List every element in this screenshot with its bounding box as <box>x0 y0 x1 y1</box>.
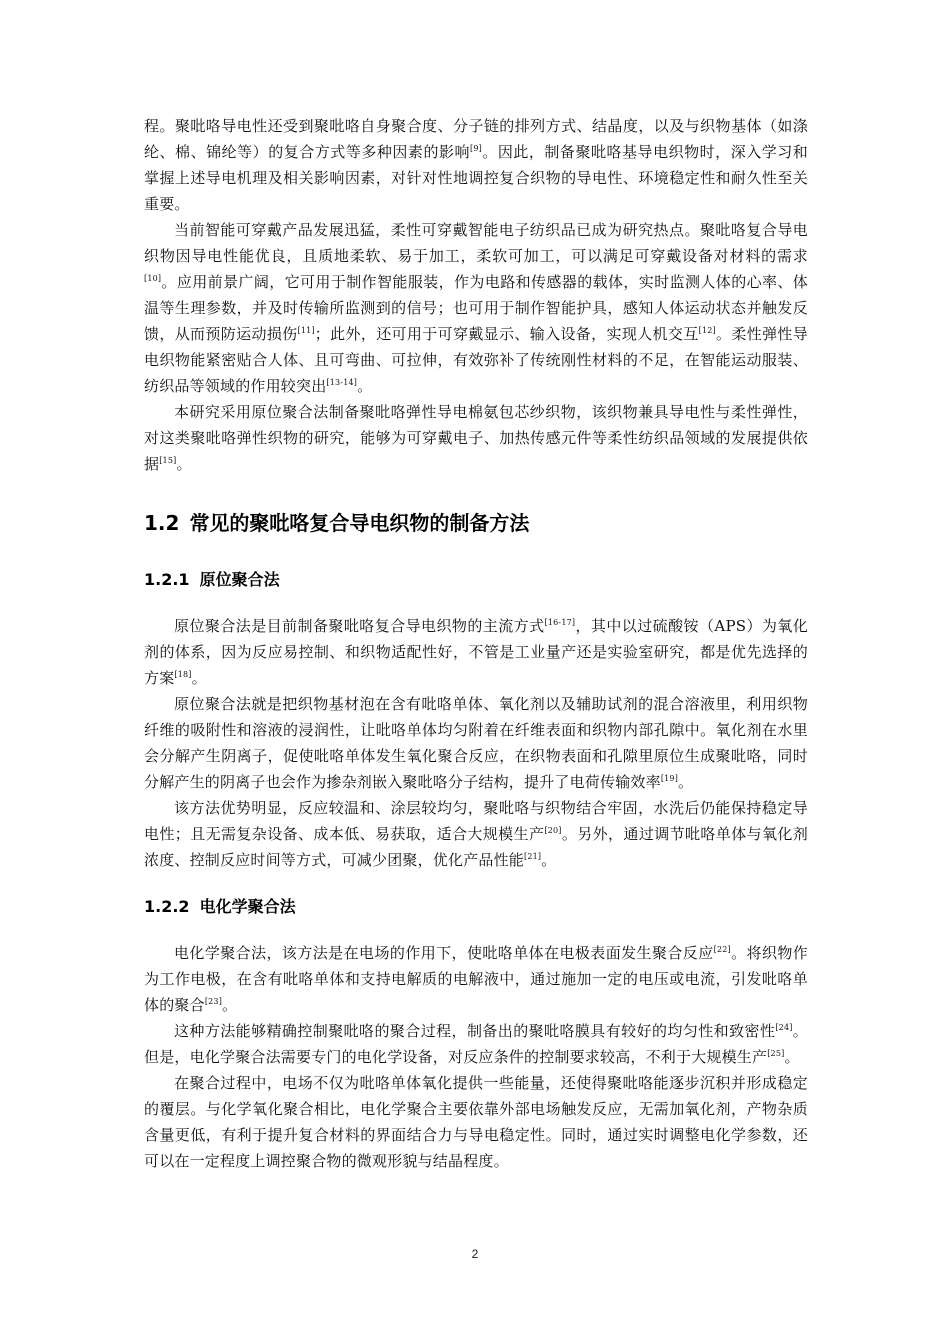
text-run: 。 <box>678 773 694 791</box>
section-number: 1.2.1 <box>144 570 190 589</box>
citation: [16-17] <box>544 618 576 627</box>
text-run: ，其中以过硫酸铵（APS）为氧化剂的体系，因为反应易控制、和织物适配性好，不管是工业量产还是实验室研究，都是优先选择的方案 <box>144 617 808 687</box>
paragraph-8 <box>144 1018 808 1070</box>
paragraph-1 <box>144 113 808 217</box>
text-run: 本研究采用原位聚合法制备聚吡咯弹性导电棉氨包芯纱织物，该织物兼具导电性与柔性弹性，对这类聚吡咯弹性织物的研究，能够为可穿戴电子、加热传感元件等柔性纺织品领域的发展提供依据 <box>144 403 808 473</box>
text-run: 。柔性弹性导电织物能紧密贴合人体、且可弯曲、可拉伸，有效弥补了传统刚性材料的不足，在智能运动服装、纺织品等领域的作用较突出 <box>144 325 808 395</box>
paragraph-5 <box>144 691 808 795</box>
paragraph-3 <box>144 399 808 477</box>
text-run: 该方法优势明显，反应较温和、涂层较均匀，聚吡咯与织物结合牢固，水洗后仍能保持稳定导电性；且无需复杂设备、成本低、易获取，适合大规模生产 <box>144 799 808 843</box>
citation: [11] <box>297 326 315 335</box>
text-run: 。将织物作为工作电极，在含有吡咯单体和支持电解质的电解液中，通过施加一定的电压或电流，引发吡咯单体的聚合 <box>144 944 808 1014</box>
text-run: 原位聚合法就是把织物基材泡在含有吡咯单体、氧化剂以及辅助试剂的混合溶液里，利用织物纤维的吸附性和溶液的浸润性，让吡咯单体均匀附着在纤维表面和织物内部孔隙中。氧化剂在水里会分解产生阴离子，促使吡咯单体发生氧化聚合反应，在织物表面和孔隙里原位生成聚吡咯，同时分解产生的阴离子也会作为掺杂剂嵌入聚吡咯分子结构，提升了电荷传输效率 <box>144 695 808 791</box>
document-page <box>144 113 808 1174</box>
section-heading-1-2-1 <box>144 567 808 593</box>
citation: [9] <box>470 144 482 153</box>
citation: [24] <box>775 1023 793 1032</box>
text-run: 。应用前景广阔，它可用于制作智能服装，作为电路和传感器的载体，实时监测人体的心率、体温等生理参数，并及时传输所监测到的信号；也可用于制作智能护具，感知人体运动状态并触发反馈，从而预防运动损伤 <box>144 273 808 343</box>
text-run: 这种方法能够精确控制聚吡咯的聚合过程，制备出的聚吡咯膜具有较好的均匀性和致密性 <box>174 1022 776 1040</box>
citation: [25] <box>767 1049 785 1058</box>
text-run: 程。聚吡咯导电性还受到聚吡咯自身聚合度、分子链的排列方式、结晶度，以及与织物基体（如涤纶、棉、锦纶等）的复合方式等多种因素的影响 <box>144 117 808 161</box>
text-run: 。 <box>191 669 207 687</box>
paragraph-9 <box>144 1070 808 1174</box>
section-title: 常见的聚吡咯复合导电织物的制备方法 <box>189 511 530 535</box>
section-heading-1-2 <box>144 508 808 538</box>
section-heading-1-2-2 <box>144 894 808 920</box>
text-run: 。 <box>357 377 373 395</box>
text-run: 。因此，制备聚吡咯基导电织物时，深入学习和掌握上述导电机理及相关影响因素，对针对性地调控复合织物的导电性、环境稳定性和耐久性至关重要。 <box>144 143 808 213</box>
text-run: 。但是，电化学聚合法需要专门的电化学设备，对反应条件的控制要求较高，不利于大规模生产 <box>144 1022 808 1066</box>
citation: [18] <box>174 670 192 679</box>
text-run: 当前智能可穿戴产品发展迅猛，柔性可穿戴智能电子纺织品已成为研究热点。聚吡咯复合导电织物因导电性能优良，且质地柔软、易于加工，柔软可加工，可以满足可穿戴设备对材料的需求 <box>144 221 808 265</box>
citation: [10] <box>144 274 162 283</box>
section-number: 1.2 <box>144 511 180 535</box>
citation: [19] <box>660 774 679 783</box>
citation: [22] <box>713 945 731 954</box>
citation: [23] <box>204 997 223 1006</box>
page-number: 2 <box>471 1247 479 1261</box>
text-run: 电化学聚合法，该方法是在电场的作用下，使吡咯单体在电极表面发生聚合反应 <box>174 944 714 962</box>
citation: [20] <box>544 826 562 835</box>
text-run: 。 <box>541 851 557 869</box>
citation: [13-14] <box>326 378 358 387</box>
citation: [12] <box>698 326 716 335</box>
text-run: 在聚合过程中，电场不仅为吡咯单体氧化提供一些能量，还使得聚吡咯能逐步沉积并形成稳定的覆层。与化学氧化聚合相比，电化学聚合主要依靠外部电场触发反应，无需加氧化剂，产物杂质含量更低，有利于提升复合材料的界面结合力与导电稳定性。同时，通过实时调整电化学参数，还可以在一定程度上调控聚合物的微观形貌与结晶程度。 <box>144 1074 808 1170</box>
paragraph-7 <box>144 940 808 1018</box>
text-run: 。 <box>222 996 238 1014</box>
paragraph-4 <box>144 613 808 691</box>
section-number: 1.2.2 <box>144 897 190 916</box>
text-run: 。 <box>176 455 192 473</box>
text-run: 。另外，通过调节吡咯单体与氧化剂浓度、控制反应时间等方式，可减少团聚，优化产品性能 <box>144 825 809 869</box>
text-run: ；此外，还可用于可穿戴显示、输入设备，实现人机交互 <box>314 325 699 343</box>
paragraph-2 <box>144 217 808 399</box>
citation: [21] <box>524 852 542 861</box>
citation: [15] <box>159 456 177 465</box>
section-title: 电化学聚合法 <box>199 897 296 916</box>
section-title: 原位聚合法 <box>199 570 280 589</box>
paragraph-6 <box>144 795 808 873</box>
text-run: 原位聚合法是目前制备聚吡咯复合导电织物的主流方式 <box>174 617 545 635</box>
text-run: 。 <box>784 1048 800 1066</box>
